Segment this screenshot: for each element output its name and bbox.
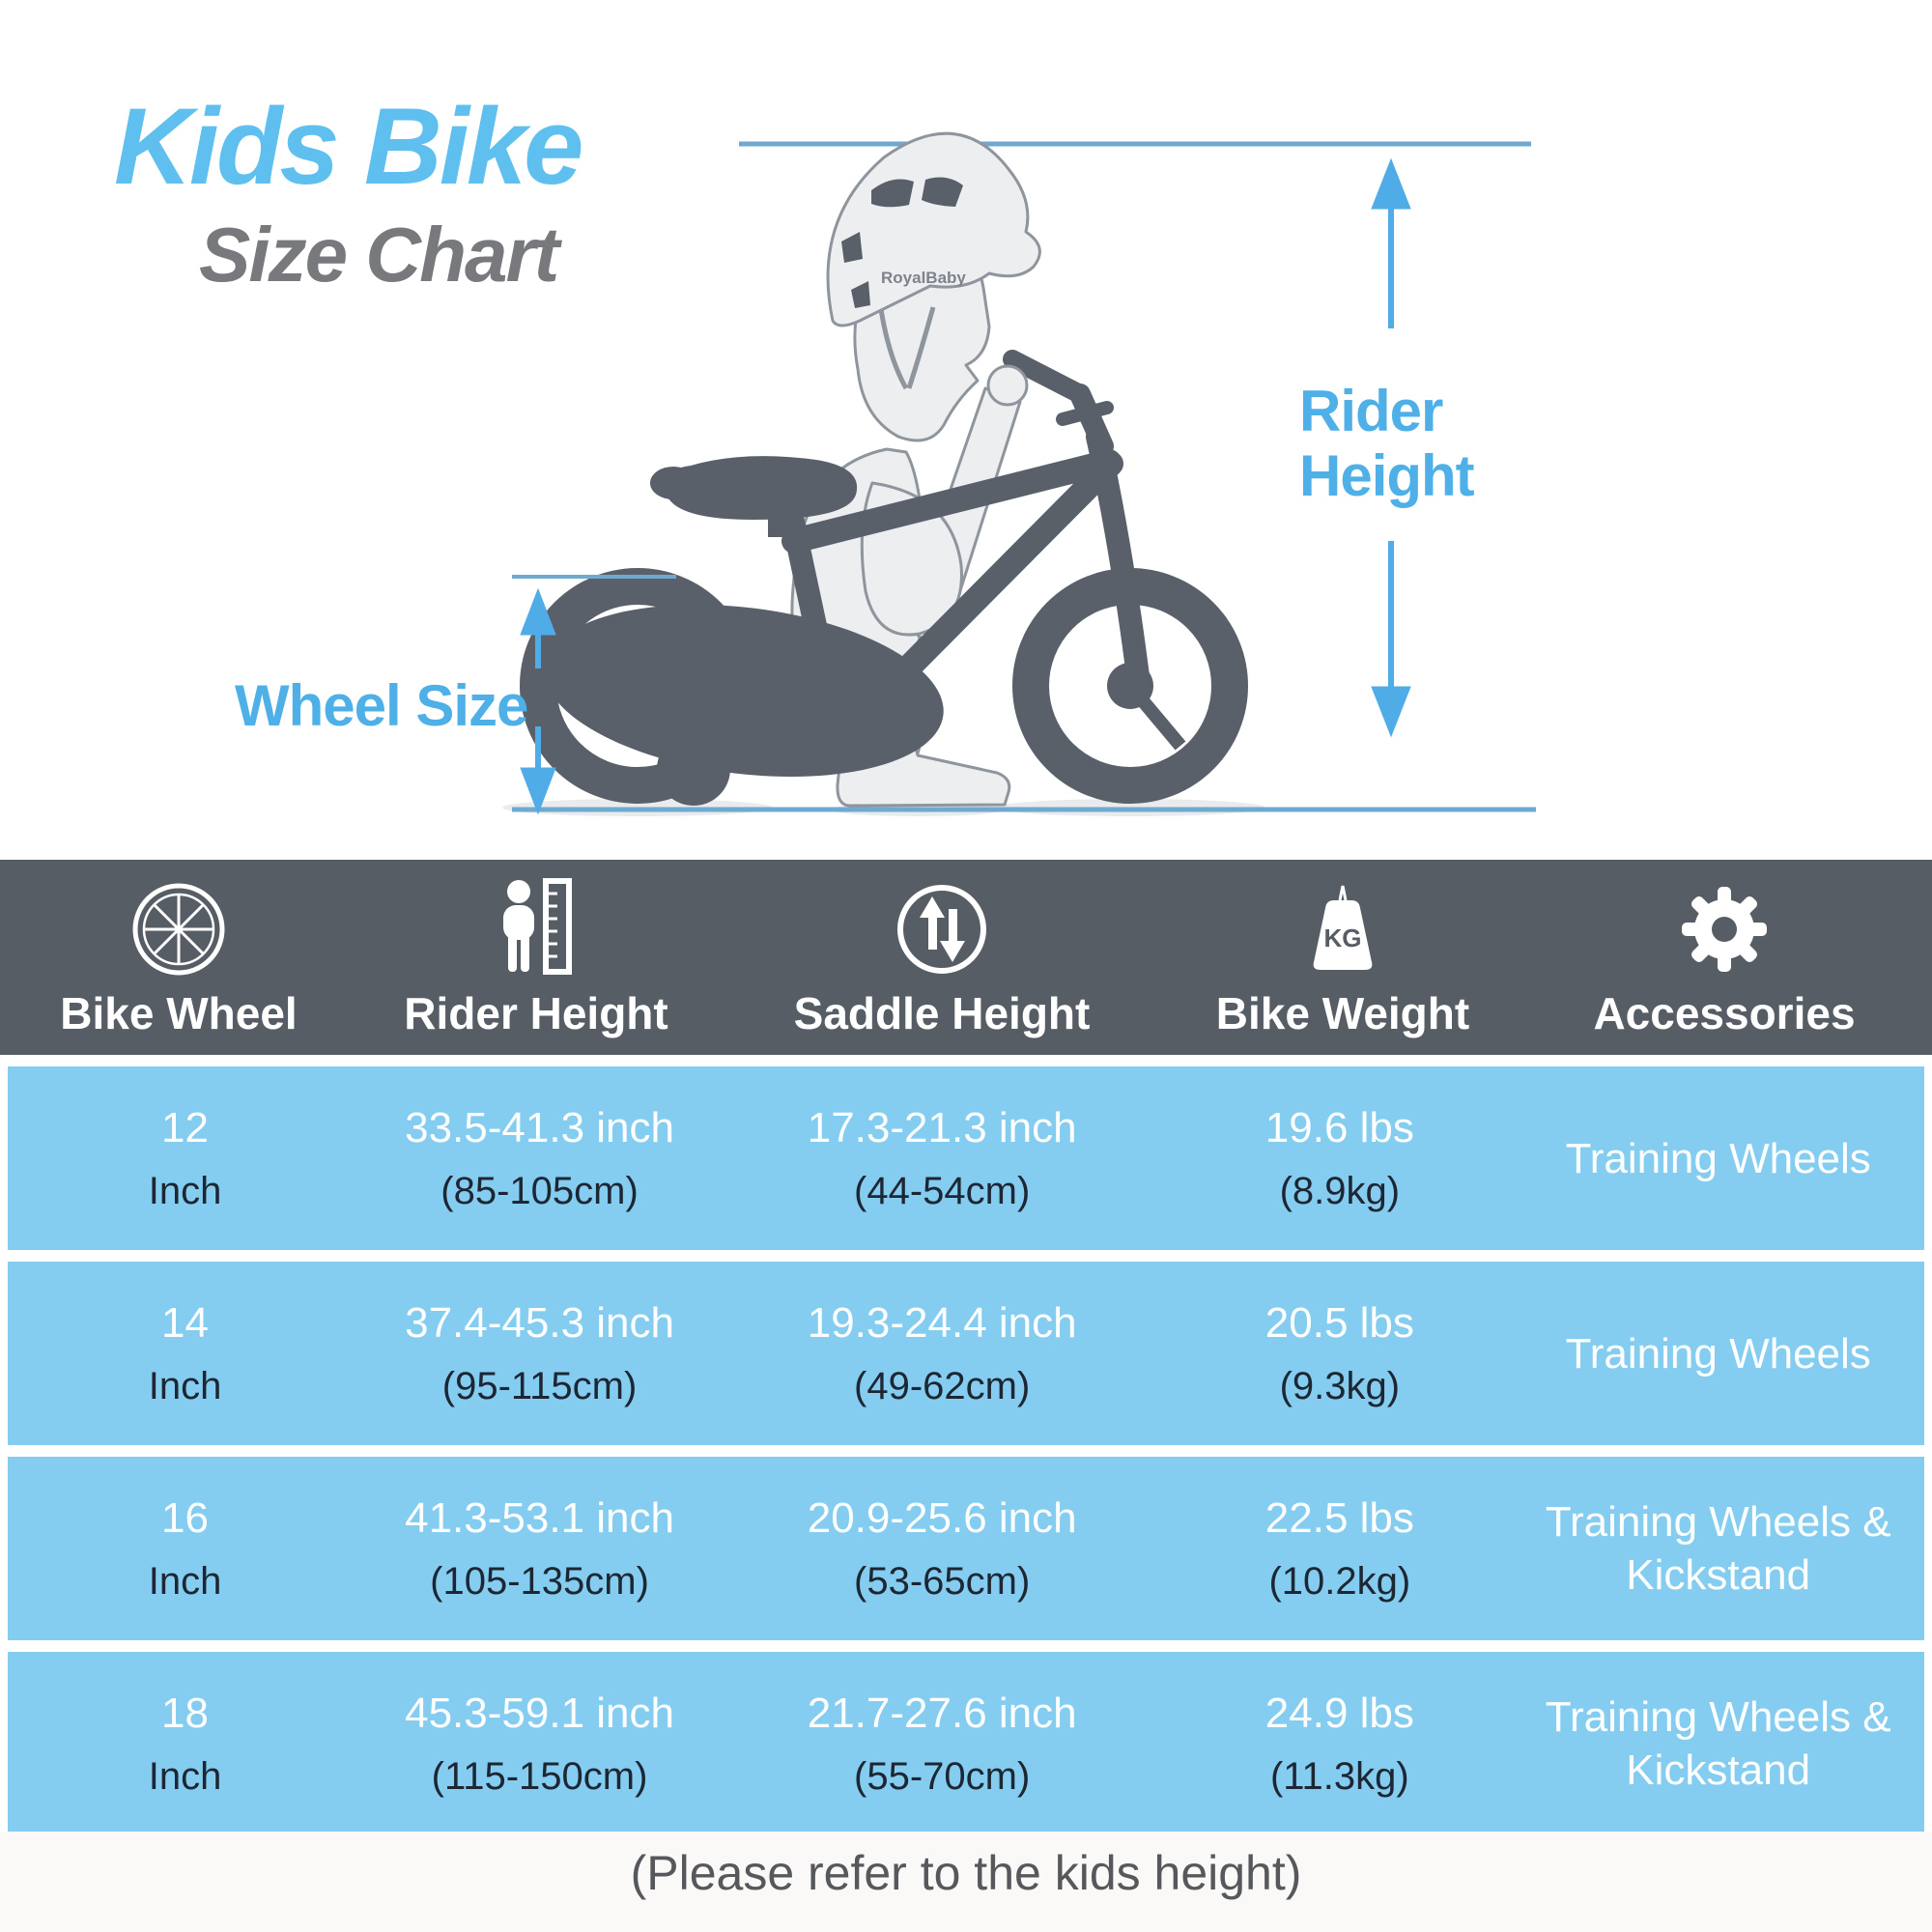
wheel-unit: Inch bbox=[148, 1364, 222, 1407]
wheel-size-value: 12 bbox=[161, 1103, 209, 1151]
cell-rider-height bbox=[362, 1494, 717, 1604]
column-label: Rider Height bbox=[404, 988, 668, 1038]
rider-height-icon bbox=[488, 875, 584, 978]
rider-height-cm: (85-105cm) bbox=[440, 1169, 639, 1212]
saddle-height-cm: (44-54cm) bbox=[854, 1169, 1031, 1212]
cell-saddle-height bbox=[717, 1494, 1167, 1604]
bike-weight-lbs: 20.5 lbs bbox=[1264, 1298, 1414, 1347]
helmet-brand-text: RoyalBaby bbox=[881, 269, 966, 287]
cell-saddle-height bbox=[717, 1104, 1167, 1213]
hero-section bbox=[0, 0, 1932, 860]
bike-weight-kg: (8.9kg) bbox=[1279, 1169, 1401, 1212]
weight-kg-icon bbox=[1294, 875, 1391, 978]
wheel-unit: Inch bbox=[148, 1169, 222, 1212]
rider-height-inch: 45.3-59.1 inch bbox=[405, 1689, 674, 1737]
wheel-unit: Inch bbox=[148, 1754, 222, 1798]
saddle-height-cm: (55-70cm) bbox=[854, 1754, 1031, 1798]
cell-accessories bbox=[1512, 1327, 1924, 1380]
table-header-row bbox=[0, 860, 1932, 1055]
wheel-size-value: 18 bbox=[161, 1689, 209, 1737]
wheel-size-value: 16 bbox=[161, 1493, 209, 1542]
bike-weight-kg: (9.3kg) bbox=[1279, 1364, 1401, 1407]
footer bbox=[0, 1832, 1932, 1932]
cell-bike-wheel bbox=[8, 1299, 362, 1408]
table-row bbox=[8, 1066, 1924, 1250]
cell-bike-weight bbox=[1167, 1299, 1512, 1408]
cell-saddle-height bbox=[717, 1299, 1167, 1408]
page-title bbox=[114, 86, 582, 298]
column-header-saddle-height bbox=[715, 875, 1169, 1039]
saddle-height-cm: (53-65cm) bbox=[854, 1559, 1031, 1603]
title-line2: Size Chart bbox=[199, 212, 558, 298]
kg-badge-text: KG bbox=[1323, 923, 1362, 952]
column-label: Saddle Height bbox=[793, 988, 1091, 1038]
wheel-size-annotation: Wheel Size bbox=[235, 673, 528, 738]
bike-weight-lbs: 22.5 lbs bbox=[1264, 1493, 1414, 1542]
rider-height-inch: 41.3-53.1 inch bbox=[405, 1493, 674, 1542]
bike-weight-kg: (10.2kg) bbox=[1268, 1559, 1411, 1603]
table-row bbox=[8, 1652, 1924, 1835]
saddle-height-inch: 20.9-25.6 inch bbox=[807, 1493, 1077, 1542]
column-header-bike-wheel bbox=[0, 875, 357, 1039]
cell-rider-height bbox=[362, 1690, 717, 1799]
accessories-value: Training Wheels bbox=[1565, 1134, 1871, 1182]
cell-bike-weight bbox=[1167, 1104, 1512, 1213]
rider-height-cm: (105-135cm) bbox=[430, 1559, 649, 1603]
table-row bbox=[8, 1457, 1924, 1640]
footer-note: (Please refer to the kids height) bbox=[630, 1846, 1302, 1900]
column-header-rider-height bbox=[357, 875, 715, 1039]
saddle-height-inch: 21.7-27.6 inch bbox=[807, 1689, 1077, 1737]
title-line1: Kids Bike bbox=[114, 86, 582, 207]
rider-height-cm: (115-150cm) bbox=[431, 1754, 648, 1798]
column-label: Accessories bbox=[1593, 988, 1856, 1038]
column-header-bike-weight bbox=[1169, 875, 1517, 1039]
bike-weight-lbs: 24.9 lbs bbox=[1264, 1689, 1414, 1737]
saddle-height-inch: 17.3-21.3 inch bbox=[807, 1103, 1077, 1151]
bike-weight-kg: (11.3kg) bbox=[1269, 1754, 1409, 1798]
rider-height-inch: 33.5-41.3 inch bbox=[405, 1103, 674, 1151]
rider-height-inch: 37.4-45.3 inch bbox=[405, 1298, 674, 1347]
rider-height-annotation: Rider Height bbox=[1299, 379, 1474, 509]
wheel-unit: Inch bbox=[148, 1559, 222, 1603]
cell-bike-wheel bbox=[8, 1494, 362, 1604]
bike-weight-lbs: 19.6 lbs bbox=[1264, 1103, 1414, 1151]
table-row bbox=[8, 1262, 1924, 1445]
gear-icon bbox=[1676, 875, 1773, 978]
cell-rider-height bbox=[362, 1104, 717, 1213]
kid-hand bbox=[988, 366, 1027, 405]
cell-bike-weight bbox=[1167, 1690, 1512, 1799]
wheel-size-value: 14 bbox=[161, 1298, 209, 1347]
column-label: Bike Wheel bbox=[60, 988, 298, 1038]
accessories-value: Training Wheels & Kickstand bbox=[1545, 1693, 1891, 1794]
cell-rider-height bbox=[362, 1299, 717, 1408]
cell-accessories bbox=[1512, 1690, 1924, 1797]
size-chart-table bbox=[0, 860, 1932, 1835]
saddle-height-cm: (49-62cm) bbox=[854, 1364, 1031, 1407]
rider-height-cm: (95-115cm) bbox=[441, 1364, 638, 1407]
cell-accessories bbox=[1512, 1495, 1924, 1602]
bike-wheel-icon bbox=[130, 875, 227, 978]
cell-bike-wheel bbox=[8, 1690, 362, 1799]
cell-accessories bbox=[1512, 1132, 1924, 1185]
accessories-value: Training Wheels & Kickstand bbox=[1545, 1498, 1891, 1599]
saddle-height-inch: 19.3-24.4 inch bbox=[807, 1298, 1077, 1347]
cell-bike-weight bbox=[1167, 1494, 1512, 1604]
accessories-value: Training Wheels bbox=[1565, 1329, 1871, 1378]
column-header-accessories bbox=[1517, 875, 1932, 1039]
saddle-height-icon bbox=[894, 875, 990, 978]
cell-saddle-height bbox=[717, 1690, 1167, 1799]
cell-bike-wheel bbox=[8, 1104, 362, 1213]
column-label: Bike Weight bbox=[1215, 988, 1470, 1038]
